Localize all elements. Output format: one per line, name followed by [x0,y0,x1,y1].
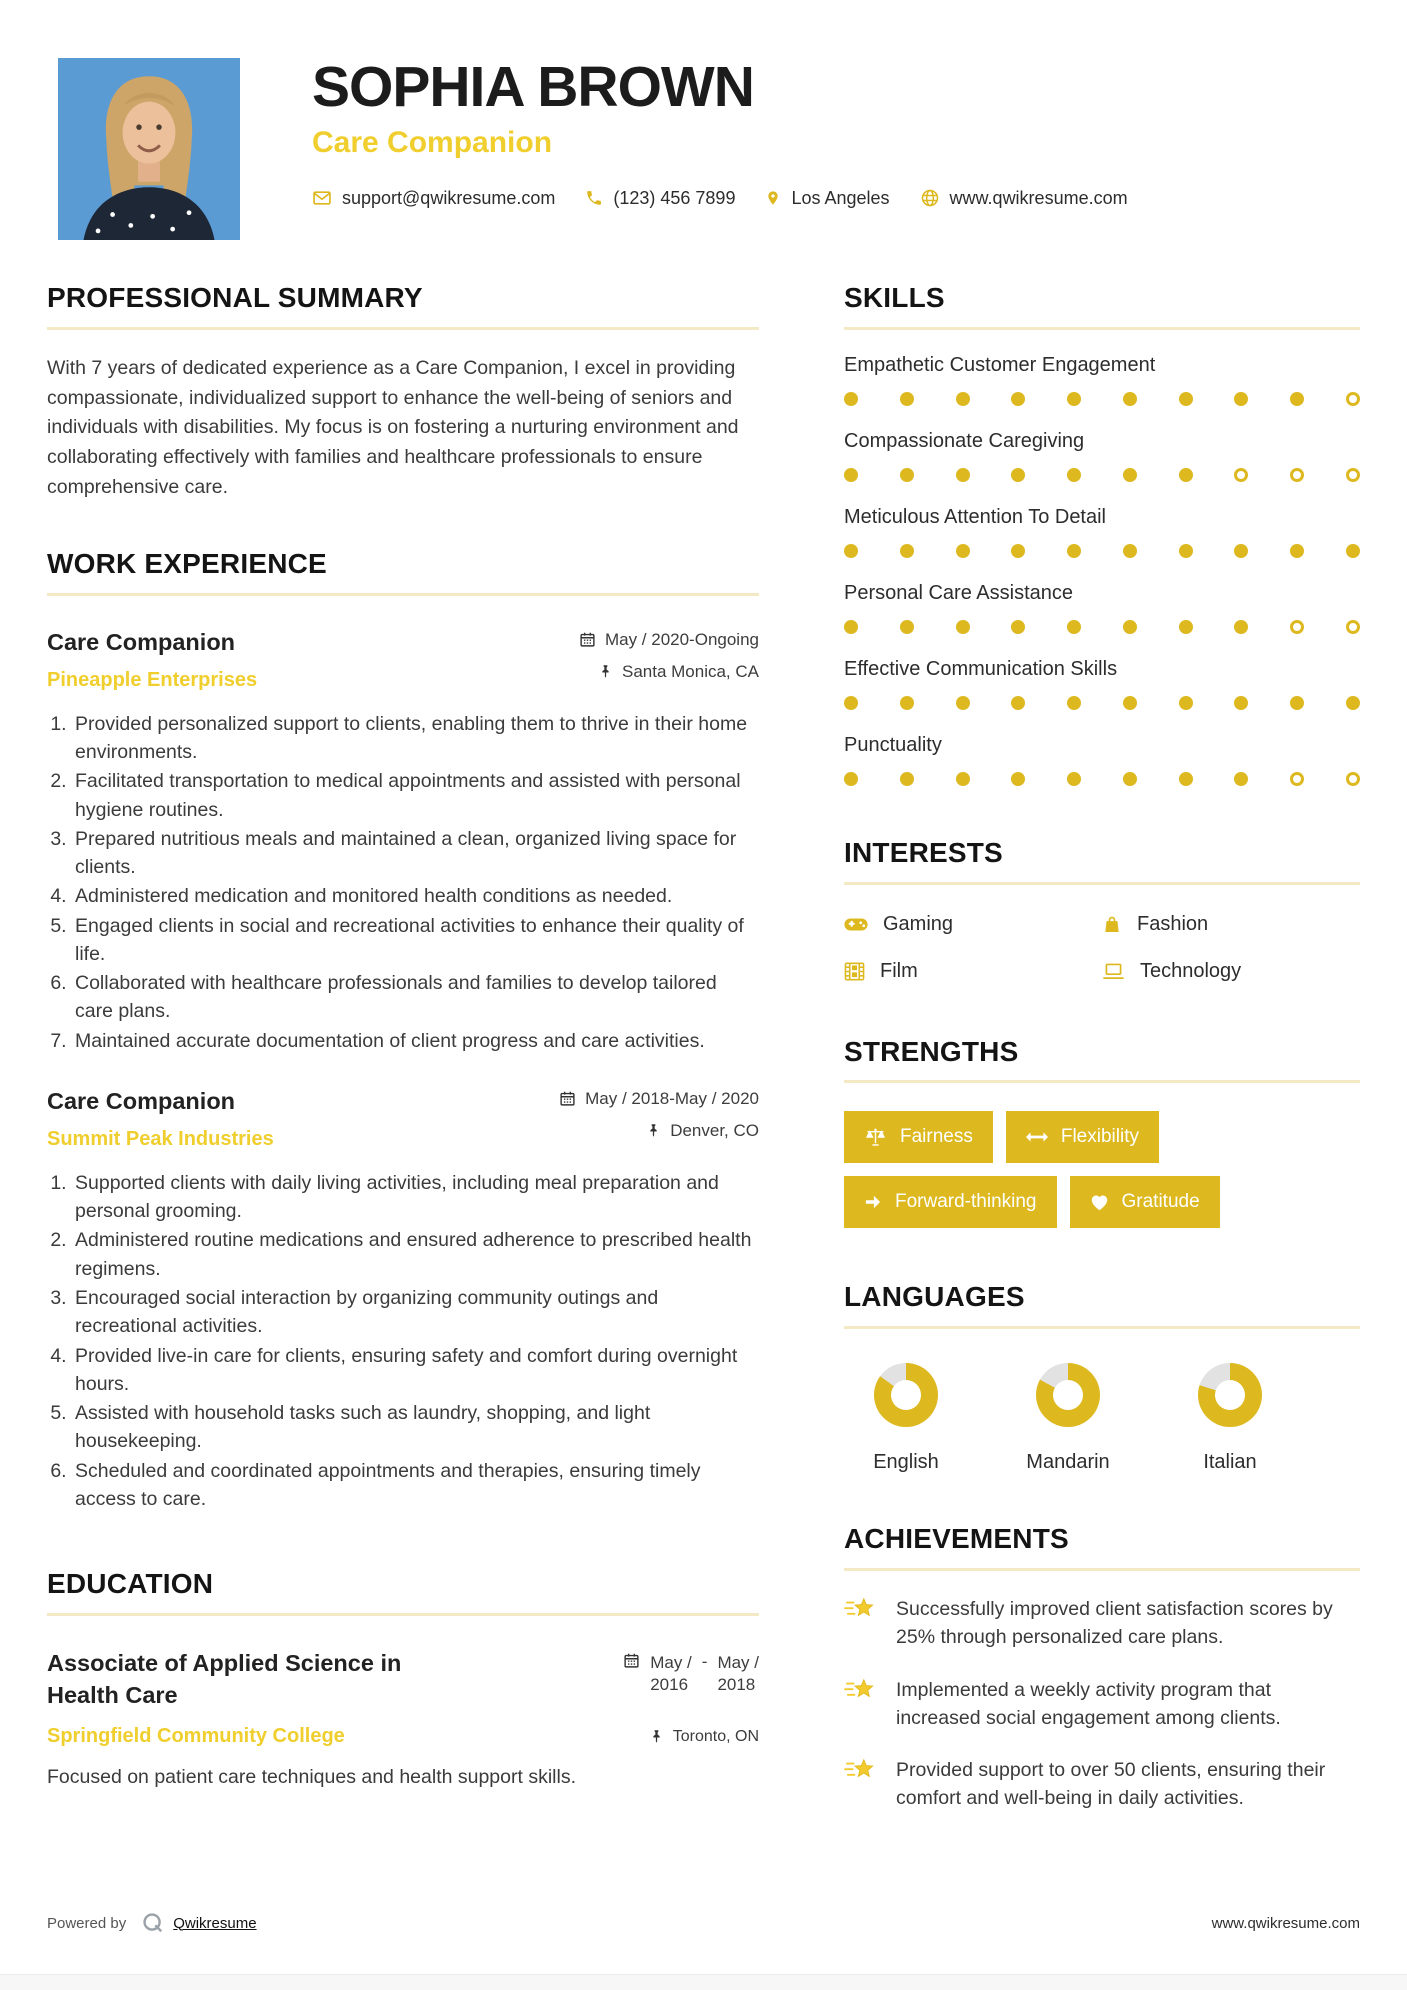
job-entry [47,1087,759,1513]
section-divider [844,1326,1360,1329]
skill-row [844,430,1360,482]
school-name: Springfield Community College [47,1725,345,1748]
skill-dot [1011,468,1025,482]
skill-dot [956,772,970,786]
skill-dot [1234,772,1248,786]
skill-dot [1067,544,1081,558]
section-interests [844,838,1360,983]
section-divider [844,327,1360,330]
skill-dot [1234,468,1248,482]
profile-photo [58,58,240,240]
interest-label: Fashion [1137,912,1209,935]
scales-icon [864,1127,887,1147]
education-entry [47,1648,759,1711]
skill-rating [844,392,1360,406]
interest-label: Gaming [883,912,954,935]
education-dates [623,1648,759,1711]
shopping-bag-icon [1102,914,1122,935]
skill-dot [1234,620,1248,634]
skill-dot [900,544,914,558]
achievements-list [844,1595,1360,1813]
contact-row [312,188,1128,209]
language-item [1168,1363,1292,1474]
skills-heading: SKILLS [844,282,945,313]
language-item [1006,1363,1130,1474]
skills-list [844,354,1360,786]
pushpin-icon [646,1122,661,1139]
skill-dot [1123,772,1137,786]
skill-dot [1290,544,1304,558]
skill-dot [956,392,970,406]
star-badge-icon [844,1677,878,1707]
job-duty-item: 5. Engaged clients in social and recreational activities to enhance their quality of life. [72,912,759,969]
star-badge-icon [844,1596,878,1626]
job-duties [47,1169,759,1513]
section-education [47,1569,759,1789]
skill-rating [844,544,1360,558]
header [58,55,1360,240]
job-meta [579,628,759,694]
skill-dot [1123,392,1137,406]
interest-item [844,913,1102,936]
skill-dot [1067,392,1081,406]
skill-dot [956,544,970,558]
brand-link[interactable] [142,1912,256,1934]
skill-dot [1179,544,1193,558]
section-divider [844,1080,1360,1083]
skill-dot [1346,620,1360,634]
profile-photo-illustration [58,58,240,240]
section-summary [47,283,759,503]
job-duty-item: 3. Encouraged social interaction by organizing community outings and recreational activities. [72,1284,759,1341]
achievement-item [844,1756,1360,1813]
skill-dot [1234,392,1248,406]
section-divider [844,1568,1360,1571]
skill-dot [1290,392,1304,406]
calendar-icon [579,631,596,648]
achievement-text: Successfully improved client satisfaction scores by 25% through personalized care plans. [896,1597,1333,1649]
film-icon [844,962,865,981]
right-column [844,283,1360,1813]
section-divider [844,882,1360,885]
powered-by-label: Powered by [47,1914,127,1932]
heart-icon [1090,1194,1109,1211]
interests-list [844,913,1360,983]
achievement-item [844,1595,1360,1652]
skill-dot [1290,696,1304,710]
globe-icon [920,188,940,208]
skill-label: Effective Communication Skills [844,657,1118,680]
job-duties [47,710,759,1055]
star-badge-icon [844,1757,878,1787]
job-duty-item: 1. Supported clients with daily living activities, including meal preparation and personal grooming. [72,1169,759,1226]
job-duty-item: 7. Maintained accurate documentation of client progress and care activities. [72,1027,759,1055]
pushpin-icon [649,1728,664,1745]
summary-heading: PROFESSIONAL SUMMARY [47,282,423,313]
education-note: Focused on patient care techniques and health support skills. [47,1766,576,1789]
strength-badge [1070,1176,1220,1228]
strength-badge [1006,1111,1159,1163]
skill-dot [900,392,914,406]
skill-dot [1011,544,1025,558]
skill-dot [900,772,914,786]
education-date-separator: - [701,1651,708,1671]
education-date-end: May / 2018 [717,1652,759,1694]
job-duty-item: 5. Assisted with household tasks such as laundry, shopping, and light housekeeping. [72,1399,759,1456]
calendar-icon [623,1652,640,1669]
contact-text: www.qwikresume.com [949,187,1128,208]
skill-label: Punctuality [844,733,942,756]
section-languages [844,1282,1360,1474]
skill-dot [1179,772,1193,786]
location-icon [765,188,781,208]
section-divider [47,593,759,596]
job-location: Denver, CO [670,1120,759,1140]
achievement-text: Implemented a weekly activity program that increased social engagement among clients. [896,1678,1281,1729]
interest-item [1102,960,1360,983]
skill-row [844,506,1360,558]
language-donut-chart [1036,1363,1100,1427]
skill-rating [844,772,1360,786]
job-duty-item: 2. Administered routine medications and ensured adherence to prescribed health regimens. [72,1226,759,1283]
section-divider [47,327,759,330]
brand-name: Qwikresume [173,1914,257,1932]
education-date-start: May / 2016 [650,1652,692,1694]
education-location-text: Toronto, ON [672,1727,759,1745]
phone-icon [585,189,603,207]
contact-text: (123) 456 7899 [613,187,736,208]
skill-dot [956,696,970,710]
interests-heading: INTERESTS [844,836,1003,868]
education-heading: EDUCATION [47,1568,214,1600]
gamepad-icon [844,916,868,933]
strength-label: Gratitude [1121,1191,1200,1213]
skill-dot [1346,772,1360,786]
language-label: Italian [1203,1451,1257,1474]
job-company: Summit Peak Industries [47,1128,274,1151]
strength-badge [844,1176,1057,1228]
achievements-heading: ACHIEVEMENTS [844,1523,1069,1555]
strengths-heading: STRENGTHS [844,1035,1019,1067]
main-content [47,283,1360,1813]
calendar-icon [559,1090,576,1107]
skill-dot [844,468,858,482]
skill-dot [1234,544,1248,558]
job-title: Care Companion [47,1087,236,1114]
job-date: May / 2020-Ongoing [604,629,759,649]
section-divider [47,1613,759,1616]
skill-dot [844,392,858,406]
job-duty-item: 4. Provided live-in care for clients, ensuring safety and comfort during overnight hours. [72,1342,759,1399]
skill-dot [1179,468,1193,482]
interest-item [1102,913,1360,936]
contact-item[interactable] [312,188,555,209]
skill-rating [844,468,1360,482]
contact-text: support@qwikresume.com [342,187,556,208]
job-location: Santa Monica, CA [621,661,759,681]
job-company: Pineapple Enterprises [47,669,258,692]
page-bottom-strip [0,1974,1407,1990]
job-duty-item: 2. Facilitated transportation to medical appointments and assisted with personal hygiene routines. [72,767,759,824]
job-date: May / 2018-May / 2020 [585,1088,759,1108]
skill-dot [956,620,970,634]
skill-dot [1123,620,1137,634]
language-label: English [873,1451,939,1474]
footer [47,1912,1360,1934]
skill-dot [1067,696,1081,710]
skill-dot [1234,696,1248,710]
skill-dot [1011,772,1025,786]
contact-item [765,188,889,209]
job-duty-item: 6. Scheduled and coordinated appointments and therapies, ensuring timely access to care. [72,1457,759,1514]
pushpin-icon [598,663,613,680]
skill-dot [844,772,858,786]
skill-dot [1123,544,1137,558]
skill-dot [1346,392,1360,406]
job-duty-item: 3. Prepared nutritious meals and maintained a clean, organized living space for clients. [72,825,759,882]
qwikresume-logo-icon [142,1912,164,1934]
laptop-icon [1102,962,1125,981]
skill-dot [844,544,858,558]
skill-dot [1067,620,1081,634]
language-item [844,1363,968,1474]
job-meta [559,1087,759,1153]
job-title: Care Companion [47,628,236,655]
work-heading: WORK EXPERIENCE [47,547,327,579]
section-strengths [844,1037,1360,1229]
skill-rating [844,620,1360,634]
arrow-right-icon [864,1194,882,1210]
strength-badge [844,1111,993,1163]
interest-label: Film [880,959,918,982]
language-label: Mandarin [1026,1451,1110,1474]
job-entry [47,628,759,1055]
jobs-list [47,628,759,1513]
strength-label: Fairness [900,1126,973,1148]
interest-label: Technology [1140,959,1242,982]
languages-list [844,1363,1360,1474]
skill-dot [900,696,914,710]
skill-dot [900,620,914,634]
skill-dot [1011,392,1025,406]
skill-dot [900,468,914,482]
strength-label: Flexibility [1060,1126,1139,1148]
skill-dot [1290,772,1304,786]
section-skills [844,283,1360,786]
language-donut-chart [874,1363,938,1427]
job-duty-item: 1. Provided personalized support to clients, enabling them to thrive in their home environments. [72,710,759,767]
strengths-list [844,1111,1360,1228]
skill-dot [1179,620,1193,634]
interest-item [844,960,1102,983]
skill-dot [1290,468,1304,482]
skill-dot [844,696,858,710]
education-school-row [47,1725,759,1748]
job-title-header: Care Companion [312,125,553,159]
skill-label: Empathetic Customer Engagement [844,353,1156,376]
skill-dot [1346,468,1360,482]
achievement-text: Provided support to over 50 clients, ensuring their comfort and well-being in daily activities. [896,1759,1326,1810]
arrows-icon [1026,1131,1048,1143]
skill-dot [844,620,858,634]
skill-dot [1123,696,1137,710]
left-column [47,283,759,1789]
skill-label: Meticulous Attention To Detail [844,505,1107,528]
skill-dot [1123,468,1137,482]
skill-dot [1011,620,1025,634]
job-duty-item: 4. Administered medication and monitored health conditions as needed. [72,882,759,910]
section-achievements [844,1524,1360,1812]
skill-label: Compassionate Caregiving [844,429,1085,452]
skill-row [844,582,1360,634]
languages-heading: LANGUAGES [844,1281,1025,1313]
skill-row [844,734,1360,786]
skill-label: Personal Care Assistance [844,581,1074,604]
skill-dot [1179,696,1193,710]
skill-row [844,658,1360,710]
skill-rating [844,696,1360,710]
contact-item[interactable] [920,188,1128,209]
footer-website-link[interactable]: www.qwikresume.com [1211,1914,1360,1932]
header-text [312,55,1128,240]
skill-dot [1067,468,1081,482]
skill-dot [1346,544,1360,558]
person-name: SOPHIA BROWN [312,55,754,119]
contact-text: Los Angeles [791,187,890,208]
job-duty-item: 6. Collaborated with healthcare professionals and families to develop tailored care plans. [72,969,759,1026]
section-work-experience [47,549,759,1513]
skill-dot [1011,696,1025,710]
email-icon [312,188,332,208]
skill-row [844,354,1360,406]
language-donut-chart [1198,1363,1262,1427]
skill-dot [1179,392,1193,406]
skill-dot [1290,620,1304,634]
skill-dot [956,468,970,482]
degree-name: Associate of Applied Science in Health Care [47,1649,402,1708]
skill-dot [1346,696,1360,710]
skill-dot [1067,772,1081,786]
education-location [649,1728,759,1746]
summary-text: With 7 years of dedicated experience as a Care Companion, I excel in providing compassionate, individualized support to enhance the well-being of seniors and individuals with disabilities. My focus is on fostering a nurturing environment and collaborating effectively with families and healthcare professionals to ensure comprehensive care. [47,356,739,499]
achievement-item [844,1676,1360,1733]
contact-item[interactable] [585,188,735,209]
strength-label: Forward-thinking [895,1191,1037,1213]
